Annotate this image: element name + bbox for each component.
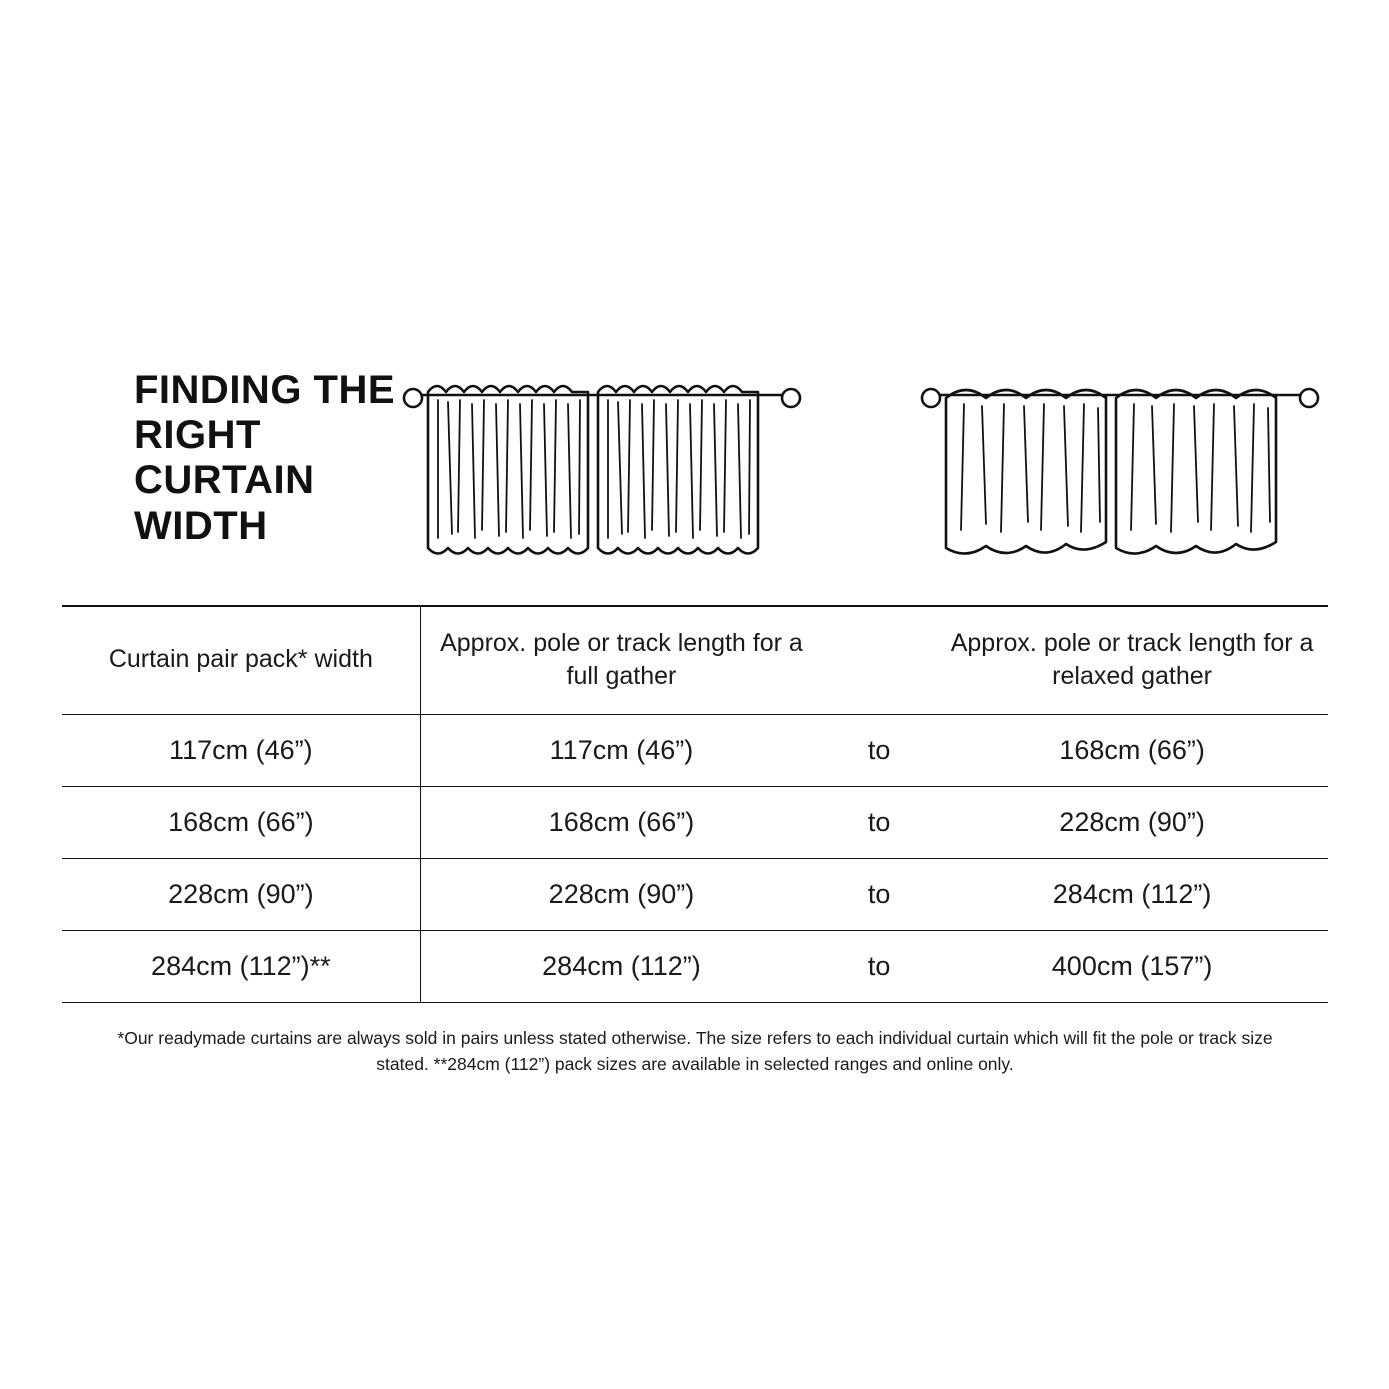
relaxed-gather-curtain-illustration (920, 362, 1320, 577)
column-header-full-gather: Approx. pole or track length for a full gather (420, 606, 822, 715)
cell-full-gather: 228cm (90”) (420, 859, 822, 931)
cell-to: to (822, 787, 936, 859)
cell-pack-width: 168cm (66”) (62, 787, 420, 859)
table-row (62, 931, 1328, 1003)
cell-pack-width: 228cm (90”) (62, 859, 420, 931)
table-row (62, 859, 1328, 931)
column-header-relaxed-gather: Approx. pole or track length for a relaxed gather (936, 606, 1328, 715)
cell-to: to (822, 715, 936, 787)
page-title: FINDING THE RIGHT CURTAIN WIDTH (134, 368, 396, 548)
curtain-size-table (62, 605, 1328, 1003)
full-gather-curtain-illustration (402, 362, 802, 577)
cell-to: to (822, 931, 936, 1003)
header-row (62, 360, 1328, 605)
column-header-pack-width: Curtain pair pack* width (62, 606, 420, 715)
cell-full-gather: 117cm (46”) (420, 715, 822, 787)
cell-relaxed-gather: 228cm (90”) (936, 787, 1328, 859)
footnote: *Our readymade curtains are always sold in pairs unless stated otherwise. The size refers to each individual curtain which will fit the pole or track size stated. **284cm (112”) pack sizes are available in selected ranges and online only. (117, 1028, 1273, 1075)
cell-full-gather: 284cm (112”) (420, 931, 822, 1003)
cell-full-gather: 168cm (66”) (420, 787, 822, 859)
table-header (62, 606, 1328, 715)
cell-pack-width: 117cm (46”) (62, 715, 420, 787)
table-row (62, 787, 1328, 859)
column-header-spacer (822, 606, 936, 715)
cell-to: to (822, 859, 936, 931)
cell-relaxed-gather: 400cm (157”) (936, 931, 1328, 1003)
cell-relaxed-gather: 284cm (112”) (936, 859, 1328, 931)
cell-relaxed-gather: 168cm (66”) (936, 715, 1328, 787)
table-body (62, 715, 1328, 1003)
illustrations (402, 360, 1328, 577)
table-header-row (62, 606, 1328, 715)
cell-pack-width: 284cm (112”)** (62, 931, 420, 1003)
guide-content (62, 360, 1328, 1078)
table-row (62, 715, 1328, 787)
